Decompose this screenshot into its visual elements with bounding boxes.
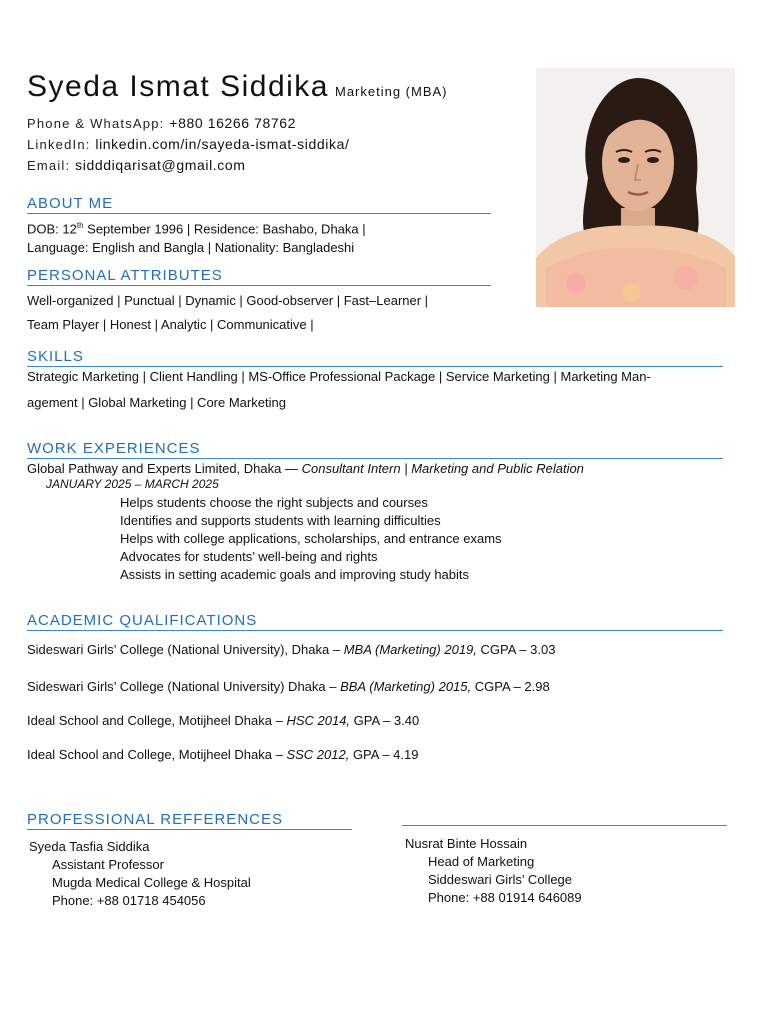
phone-line xyxy=(27,115,296,131)
list-item: Helps students choose the right subjects and courses xyxy=(120,495,428,510)
academic-place: Dhaka – xyxy=(288,642,344,657)
about-line-1 xyxy=(27,221,366,236)
list-item: Advocates for students’ well-being and rights xyxy=(120,549,378,564)
reference-organization: Mugda Medical College & Hospital xyxy=(52,875,251,890)
work-location: Dhaka — xyxy=(240,461,302,476)
work-department: | Marketing and Public Relation xyxy=(400,461,584,476)
academic-year: SSC 2012, xyxy=(286,747,350,762)
academic-year: 2015, xyxy=(434,679,472,694)
attributes-line-2: Team Player | Honest | Analytic | Communicative | xyxy=(27,317,314,332)
academic-year: HSC 2014, xyxy=(286,713,351,728)
reference-title: Assistant Professor xyxy=(52,857,164,872)
academic-degree: MBA (Marketing) xyxy=(343,642,441,657)
attributes-line-1: Well-organized | Punctual | Dynamic | Good-observer | Fast–Learner | xyxy=(27,293,429,308)
about-line-2: Language: English and Bangla | Nationality: Bangladeshi xyxy=(27,240,355,255)
dob-prefix: DOB: 12 xyxy=(27,221,77,237)
reference-organization: Siddeswari Girls’ College xyxy=(428,872,573,887)
section-heading-references: PROFESSIONAL REFFERENCES xyxy=(27,811,352,830)
academic-row xyxy=(27,642,555,657)
work-duties-list xyxy=(120,494,502,584)
reference-1 xyxy=(29,838,251,910)
portrait-illustration xyxy=(536,68,735,307)
section-heading-about: ABOUT ME xyxy=(27,195,491,214)
work-role: Consultant Intern xyxy=(301,461,401,476)
academic-place: Motijheel Dhaka – xyxy=(175,747,287,762)
reference-name: Syeda Tasfia Siddika xyxy=(29,839,150,854)
name-subtitle: Marketing (MBA) xyxy=(334,84,448,99)
academic-grade: GPA – 4.19 xyxy=(349,747,419,762)
work-title-line xyxy=(27,461,584,476)
linkedin-label: LinkedIn: xyxy=(27,137,91,152)
phone-label: Phone & WhatsApp: xyxy=(27,116,165,131)
reference-title: Head of Marketing xyxy=(428,854,535,869)
reference-phone: Phone: +88 01718 454056 xyxy=(52,893,206,908)
list-item: Helps with college applications, scholarships, and entrance exams xyxy=(120,531,502,546)
section-heading-academics: ACADEMIC QUALIFICATIONS xyxy=(27,612,723,631)
academic-grade: CGPA – 3.03 xyxy=(476,642,556,657)
academic-row xyxy=(27,679,550,694)
phone-value[interactable]: +880 16266 78762 xyxy=(169,115,297,131)
dob-rest: September 1996 | Residence: Bashabo, Dhaka | xyxy=(83,221,366,237)
academic-school: Ideal School and College, xyxy=(27,713,176,728)
section-heading-attributes: PERSONAL ATTRIBUTES xyxy=(27,267,491,286)
academic-grade: GPA – 3.40 xyxy=(350,713,420,728)
academic-degree: BBA (Marketing) xyxy=(340,679,435,694)
reference-name: Nusrat Binte Hossain xyxy=(405,836,528,851)
email-label: Email: xyxy=(27,158,71,173)
section-heading-work: WORK EXPERIENCES xyxy=(27,440,723,459)
email-line xyxy=(27,157,246,173)
academic-year: 2019, xyxy=(440,642,477,657)
references-divider xyxy=(402,825,727,826)
dob-superscript: th xyxy=(76,221,84,230)
work-company: Global Pathway and Experts Limited, xyxy=(27,461,241,476)
academic-row xyxy=(27,747,418,762)
work-dates: JANUARY 2025 – MARCH 2025 xyxy=(46,477,219,491)
candidate-name xyxy=(27,70,448,104)
academic-place: Dhaka – xyxy=(284,679,341,694)
list-item: Assists in setting academic goals and improving study habits xyxy=(120,567,470,582)
skills-line-1: Strategic Marketing | Client Handling | MS-Office Professional Package | Service Marketing | Marketing Man- xyxy=(27,369,651,384)
section-heading-skills: SKILLS xyxy=(27,348,723,367)
email-link[interactable]: sidddiqarisat@gmail.com xyxy=(75,157,246,173)
academic-school: Sideswari Girls’ College (National University) xyxy=(27,679,285,694)
academic-school: Ideal School and College, xyxy=(27,747,176,762)
academic-place: Motijheel Dhaka – xyxy=(175,713,287,728)
profile-photo xyxy=(536,68,735,307)
linkedin-line xyxy=(27,136,349,152)
name-text: Syeda Ismat Siddika xyxy=(27,70,329,103)
academic-school: Sideswari Girls’ College (National University), xyxy=(27,642,289,657)
academic-grade: CGPA – 2.98 xyxy=(471,679,550,694)
reference-2 xyxy=(405,835,582,907)
list-item: Identifies and supports students with learning difficulties xyxy=(120,513,441,528)
linkedin-link[interactable]: linkedin.com/in/sayeda-ismat-siddika/ xyxy=(95,136,350,152)
academic-row xyxy=(27,713,419,728)
reference-phone: Phone: +88 01914 646089 xyxy=(428,890,582,905)
skills-line-2: agement | Global Marketing | Core Marketing xyxy=(27,395,286,410)
